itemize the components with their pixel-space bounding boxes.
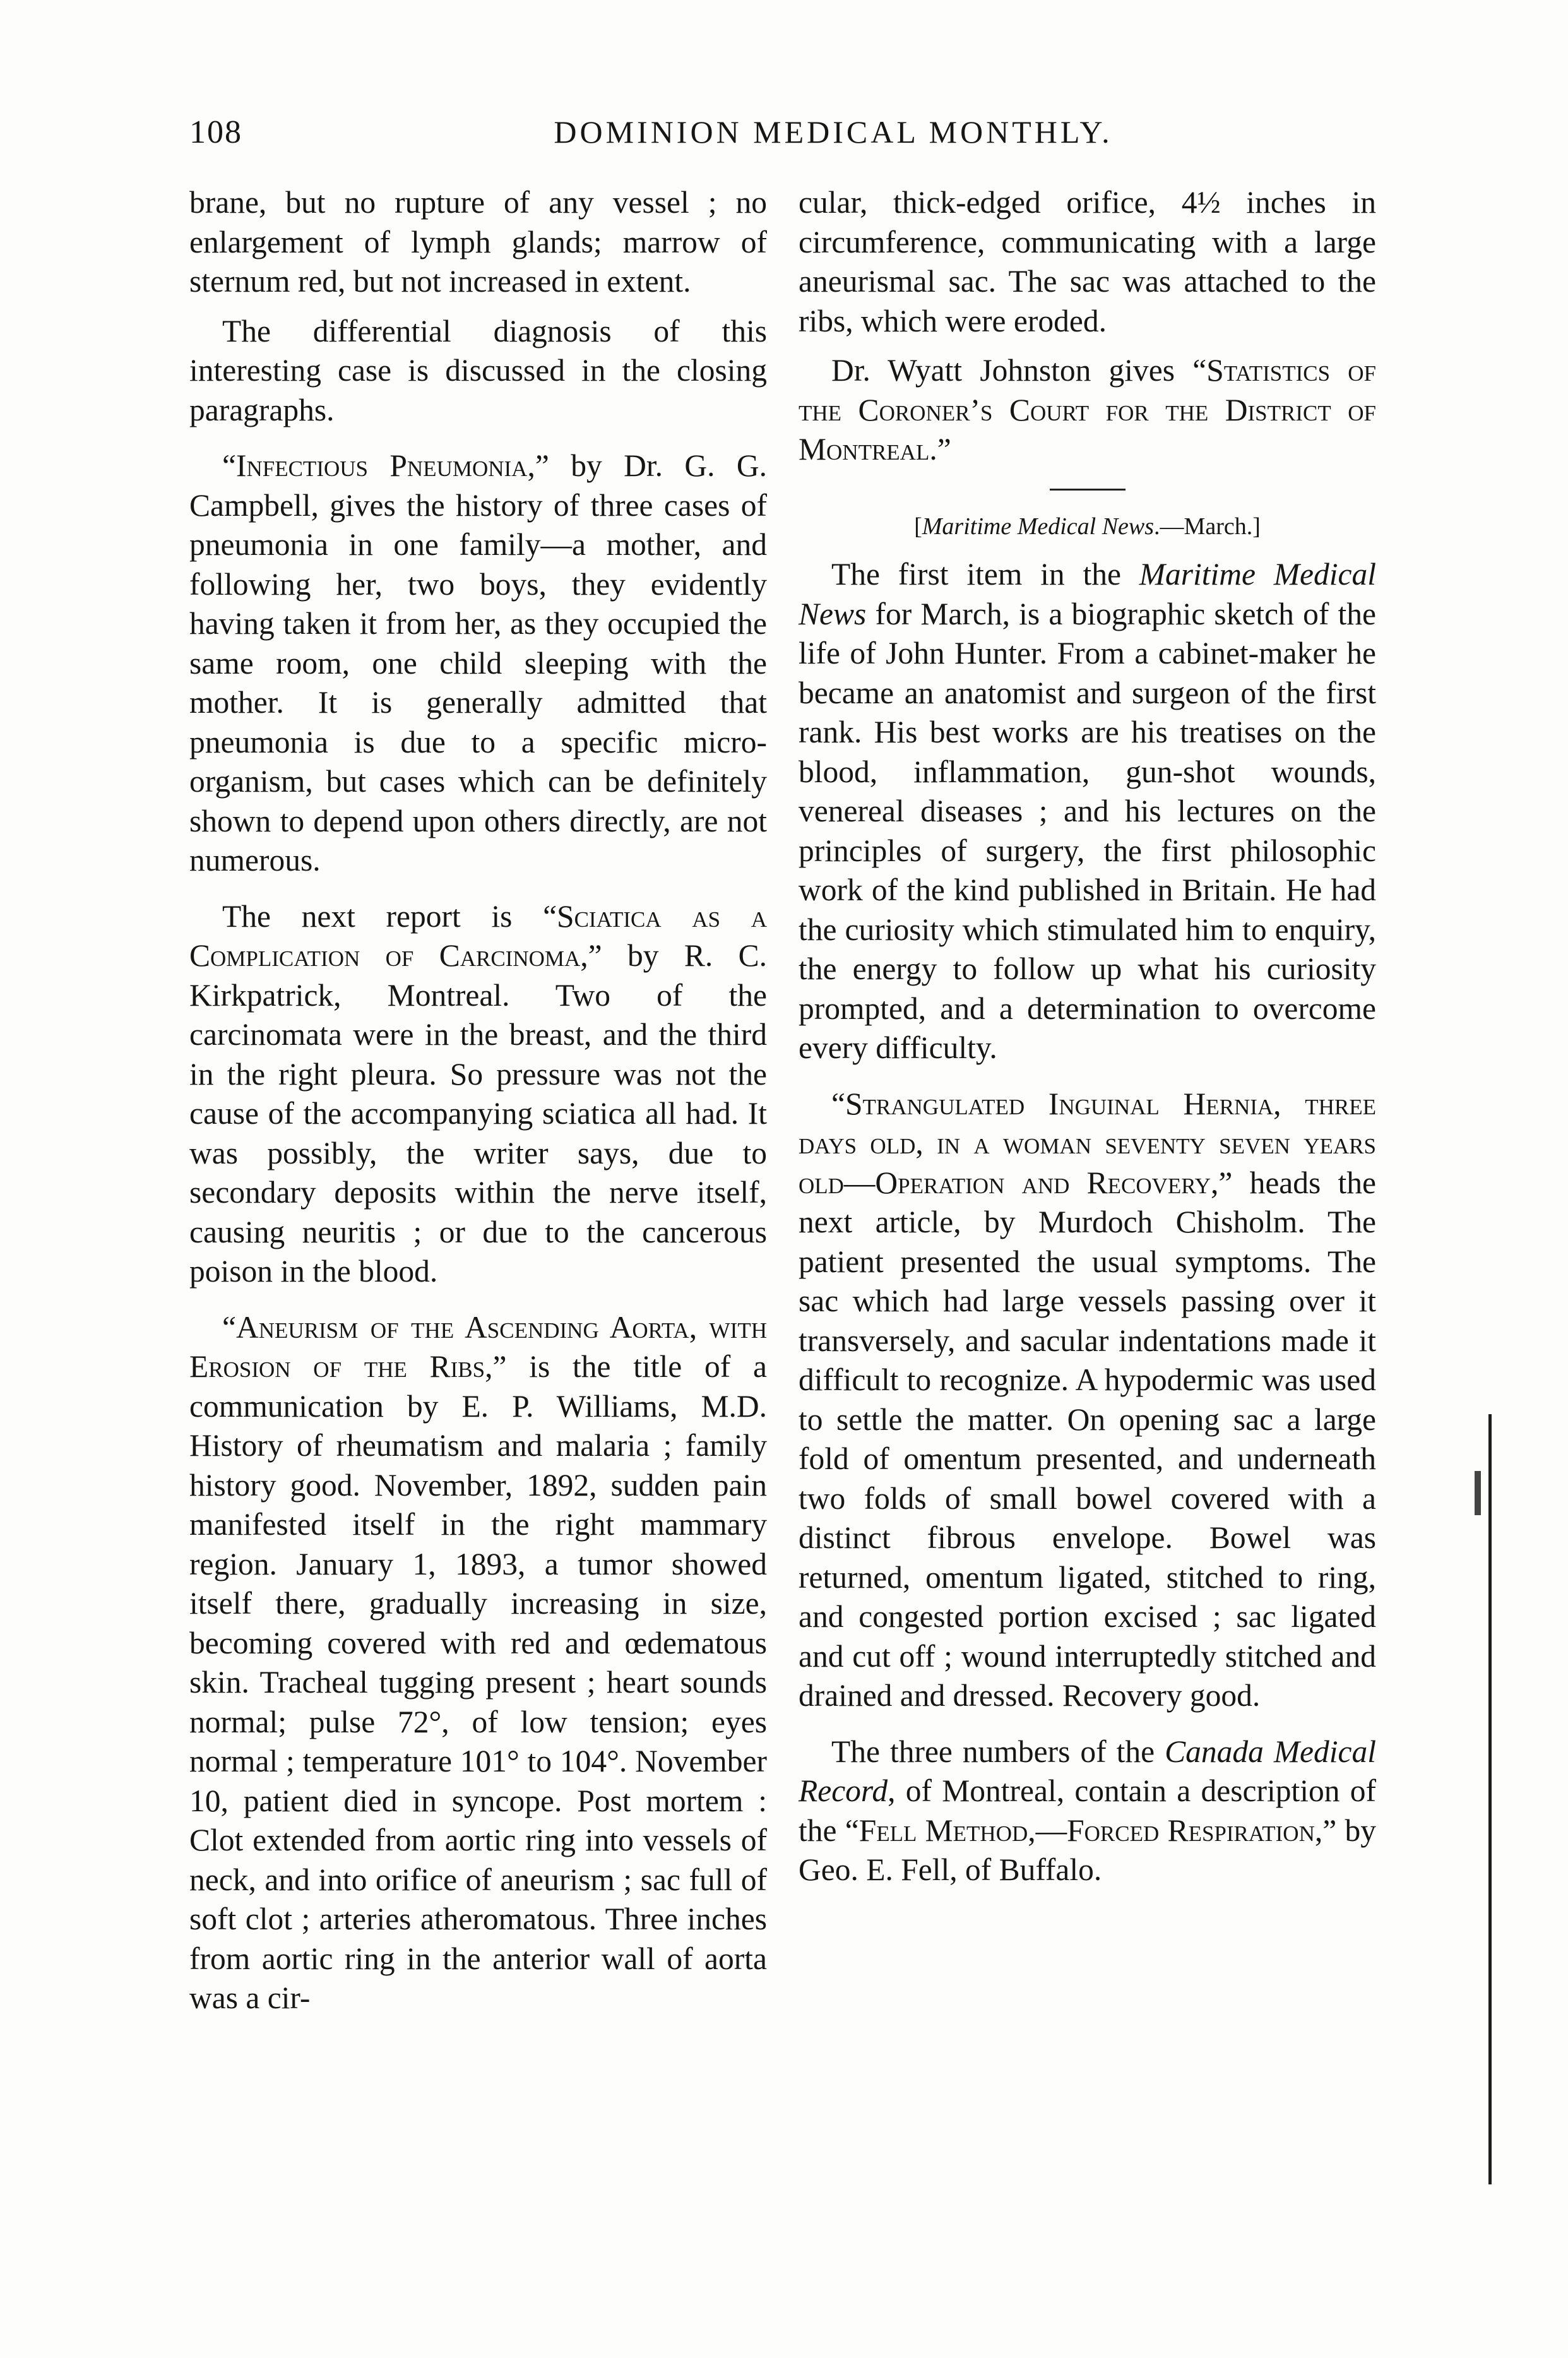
right-column: [799, 183, 1376, 1890]
section-divider: [1050, 489, 1126, 491]
paragraph-infectious-pneumonia: “Infectious Pneumonia,” by Dr. G. G. Campbell, gives the history of three cases of pneumonia in one family—a mother, and following her, two boys, they evidently having taken it from her, as they occupied the same room, one child sleeping with the mother. It is generally admitted that pneumonia is due to a specific micro-organism, but cases which can be definitely shown to depend upon others directly, are not numerous.: [189, 448, 767, 878]
paragraph-hernia: “Strangulated Inguinal Hernia, three days old, in a woman seventy seven years old—Operation and Recovery,” heads the next article, by Murdoch Chisholm. The patient presented the usual symptoms. The sac which had large vessels passing over it transversely, and sacular indentations made it difficult to recognize. A hypodermic was used to settle the matter. On opening sac a large fold of omentum presented, and underneath two folds of small bowel covered with a distinct fibrous envelope. Bowel was returned, omentum ligated, stitched to ring, and congested portion excised ; sac ligated and cut off ; wound interruptedly stitched and drained and dressed. Recovery good.: [799, 1086, 1376, 1713]
page-number: 108: [189, 114, 242, 150]
article-title-hernia: Strangulated Inguinal Hernia, three days old, in a woman seventy seven years old—Operation and Recovery,: [799, 1086, 1376, 1200]
paragraph-continuation: brane, but no rupture of any vessel ; no enlargement of lymph glands; marrow of sternum red, but not increased in extent.: [189, 185, 767, 299]
binding-mark: [1475, 1471, 1481, 1515]
article-title-sciatica: Sciatica as a Complication of Carcinoma,: [189, 898, 767, 973]
source-heading: [Maritime Medical News.—March.]: [914, 513, 1261, 540]
running-title: DOMINION MEDICAL MONTHLY.: [554, 114, 1113, 150]
page-header: [189, 114, 1389, 164]
article-title-fell-method: Fell Method,—Forced Respiration,: [858, 1813, 1323, 1848]
article-title-aneurism: Aneurism of the Ascending Aorta, with Erosion of the Ribs,: [189, 1309, 767, 1384]
article-title-pneumonia: nfectious Pneumonia,: [246, 448, 535, 483]
article-title-statistics: Statistics of the Coroner’s Court for the District of Montreal.: [799, 353, 1376, 467]
page-binding-edge: [1488, 1414, 1492, 2184]
left-column: [189, 183, 767, 2018]
paragraph-fell-method: The three numbers of the Canada Medical Record, of Montreal, contain a description of the “Fell Method,—Forced Respiration,” by Geo. E. Fell, of Buffalo.: [799, 1734, 1377, 1887]
paragraph-sciatica: The next report is “Sciatica as a Complication of Carcinoma,” by R. C. Kirkpatrick, Montreal. Two of the carcinomata were in the breast, and the third in the right pleura. So pressure was not the cause of the accompanying sciatica all had. It was possibly, the writer says, due to secondary deposits within the nerve itself, causing neuritis ; or due to the cancerous poison in the blood.: [189, 898, 767, 1289]
paragraph-aneurism: “Aneurism of the Ascending Aorta, with Erosion of the Ribs,” is the title of a communication by E. P. Williams, M.D. History of rheumatism and malaria ; family history good. November, 1892, sudden pain manifested itself in the right mammary region. January 1, 1893, a tumor showed itself there, gradually increasing in size, becoming covered with red and œdematous skin. Tracheal tugging present ; heart sounds normal; pulse 72°, of low tension; eyes normal ; temperature 101° to 104°. November 10, patient died in syncope. Post mortem : Clot extended from aortic ring into vessels of neck, and into orifice of aneurism ; sac full of soft clot ; arteries atheromatous. Three inches from aortic ring in the anterior wall of aorta was a cir-: [189, 1309, 767, 2015]
paragraph-aneurism-continued: cular, thick-edged orifice, 4½ inches in circumference, communicating with a large aneurismal sac. The sac was attached to the ribs, which were eroded.: [799, 185, 1376, 338]
source-journal: Maritime Medical News: [922, 513, 1155, 540]
paragraph-coroners-court: Dr. Wyatt Johnston gives “Statistics of the Coroner’s Court for the District of Montreal.”: [799, 353, 1376, 467]
paragraph-differential-diagnosis: The differential diagnosis of this interesting case is discussed in the closing paragraphs.: [189, 313, 767, 427]
paragraph-john-hunter: The first item in the Maritime Medical News for March, is a biographic sketch of the life of John Hunter. From a cabinet-maker he became an anatomist and surgeon of the first rank. His best works are his treatises on the blood, inflammation, gun-shot wounds, venereal diseases ; and his lectures on the principles of surgery, the first philosophic work of the kind published in Britain. He had the curiosity which stimulated him to enquiry, the energy to follow up what his curiosity prompted, and a determination to overcome every difficulty.: [799, 557, 1376, 1065]
